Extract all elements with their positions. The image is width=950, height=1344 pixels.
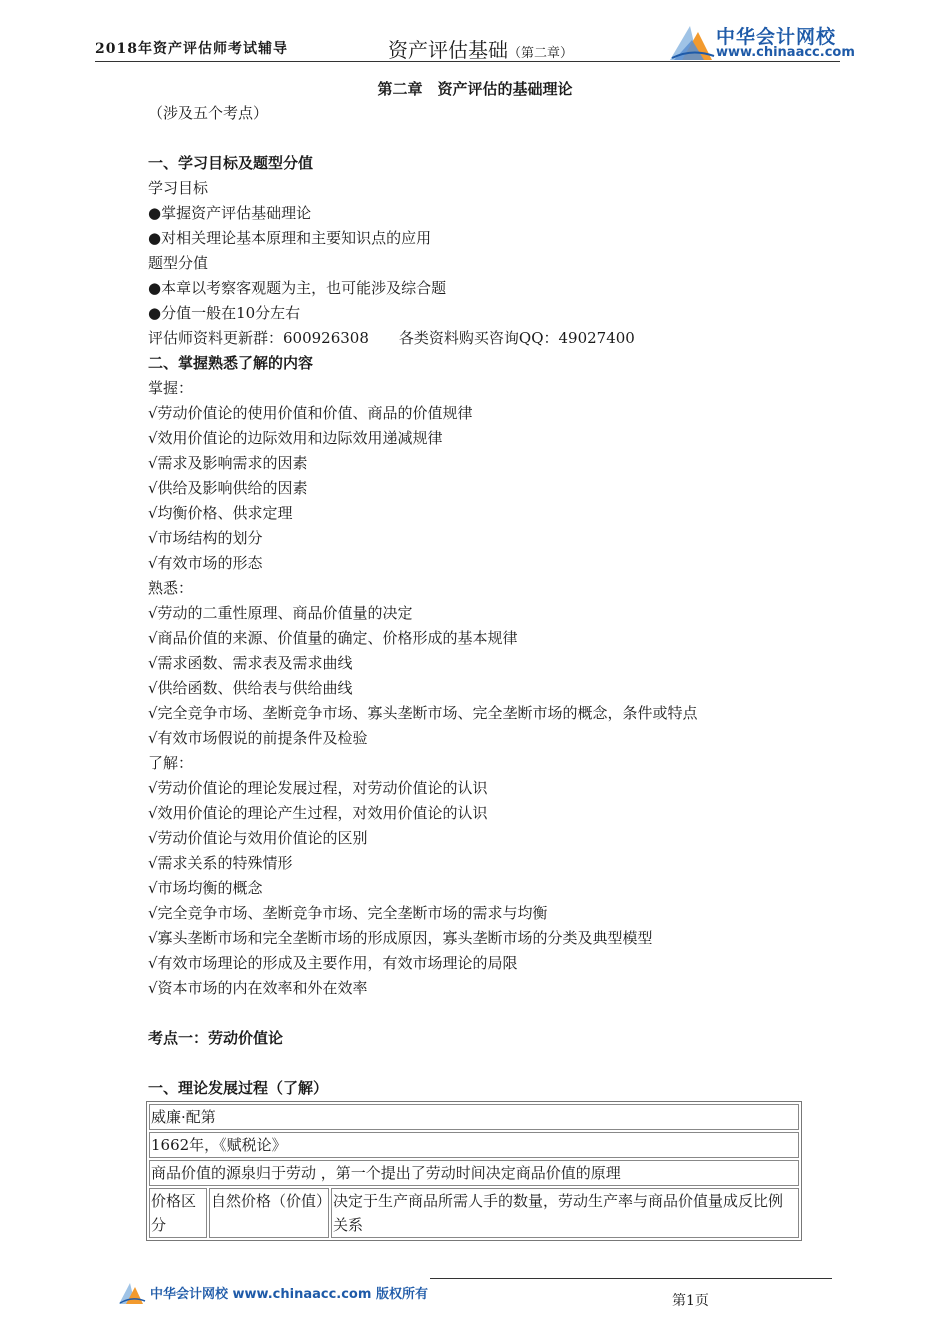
know-item: √市场均衡的概念 [148, 879, 263, 897]
header-chapter: （第二章） [508, 46, 574, 61]
master-item: √市场结构的划分 [148, 529, 263, 547]
section-heading-1: 一、学习目标及题型分值 [148, 154, 314, 172]
familiar-item: √完全竞争市场、垄断竞争市场、寡头垄断市场、完全垄断市场的概念，条件或特点 [148, 704, 698, 722]
table-cell: 商品价值的源泉归于劳动 ，第一个提出了劳动时间决定商品价值的原理 [149, 1160, 799, 1186]
table-row [149, 1132, 799, 1158]
table-cell: 决定于生产商品所需人手的数量，劳动生产率与商品价值量成反比例关系 [331, 1188, 799, 1238]
table-row [149, 1160, 799, 1186]
familiar-item: √商品价值的来源、价值量的确定、价格形成的基本规律 [148, 629, 518, 647]
master-item: √均衡价格、供求定理 [148, 504, 293, 522]
know-item: √效用价值论的理论产生过程，对效用价值论的认识 [148, 804, 488, 822]
theory-table [146, 1101, 802, 1241]
chapter-title: 第二章 资产评估的基础理论 [377, 80, 573, 98]
know-item: √有效市场理论的形成及主要作用，有效市场理论的局限 [148, 954, 518, 972]
goal-item: ●对相关理论基本原理和主要知识点的应用 [148, 229, 432, 247]
know-item: √劳动价值论与效用价值论的区别 [148, 829, 368, 847]
familiar-label: 熟悉： [148, 579, 194, 597]
header-course-year: 2018年资产评估师考试辅导 [95, 41, 288, 57]
familiar-item: √需求函数、需求表及需求曲线 [148, 654, 353, 672]
notice-line: 评估师资料更新群：600926308 各类资料购买咨询QQ：49027400 [148, 329, 635, 347]
master-label: 掌握： [148, 379, 194, 397]
master-item: √有效市场的形态 [148, 554, 263, 572]
document-body [148, 101, 848, 1241]
footer-logo-icon [118, 1280, 148, 1306]
familiar-item: √有效市场假说的前提条件及检验 [148, 729, 368, 747]
footer-rule [430, 1278, 832, 1279]
familiar-item: √供给函数、供给表与供给曲线 [148, 679, 353, 697]
know-item: √资本市场的内在效率和外在效率 [148, 979, 368, 997]
table-cell: 价格区分 [149, 1188, 207, 1238]
familiar-item: √劳动的二重性原理、商品价值量的决定 [148, 604, 413, 622]
logo-brand-name: 中华会计网校 [716, 26, 837, 48]
header-course-title [388, 34, 573, 63]
section-heading-2: 二、掌握熟悉了解的内容 [148, 354, 314, 372]
table-row [149, 1104, 799, 1130]
master-item: √需求及影响需求的因素 [148, 454, 308, 472]
table-cell: 威廉·配第 [149, 1104, 799, 1130]
know-label: 了解： [148, 754, 194, 772]
logo-url: www.chinaacc.com [716, 45, 855, 60]
know-item: √需求关系的特殊情形 [148, 854, 293, 872]
know-item: √完全竞争市场、垄断竞争市场、完全垄断市场的需求与均衡 [148, 904, 548, 922]
master-item: √效用价值论的边际效用和边际效用递减规律 [148, 429, 443, 447]
table-cell: 自然价格（价值） [209, 1188, 329, 1238]
footer-brand: 中华会计网校 www.chinaacc.com 版权所有 [150, 1287, 428, 1302]
score-item: ●本章以考察客观题为主，也可能涉及综合题 [148, 279, 447, 297]
score-label: 题型分值 [148, 254, 209, 272]
page-number: 第1页 [672, 1293, 709, 1309]
know-item: √寡头垄断市场和完全垄断市场的形成原因，寡头垄断市场的分类及典型模型 [148, 929, 653, 947]
kaodian-heading: 考点一：劳动价值论 [148, 1029, 284, 1047]
table-cell: 1662年，《赋税论》 [149, 1132, 799, 1158]
master-item: √劳动价值论的使用价值和价值、商品的价值规律 [148, 404, 473, 422]
score-item: ●分值一般在10分左右 [148, 304, 301, 322]
sub-heading: 一、理论发展过程（了解） [148, 1079, 329, 1097]
header-course: 资产评估基础 [388, 38, 508, 62]
goal-label: 学习目标 [148, 179, 209, 197]
know-item: √劳动价值论的理论发展过程，对劳动价值论的认识 [148, 779, 488, 797]
table-row [149, 1188, 799, 1238]
master-item: √供给及影响供给的因素 [148, 479, 308, 497]
subtitle: （涉及五个考点） [148, 104, 269, 122]
goal-item: ●掌握资产评估基础理论 [148, 204, 312, 222]
